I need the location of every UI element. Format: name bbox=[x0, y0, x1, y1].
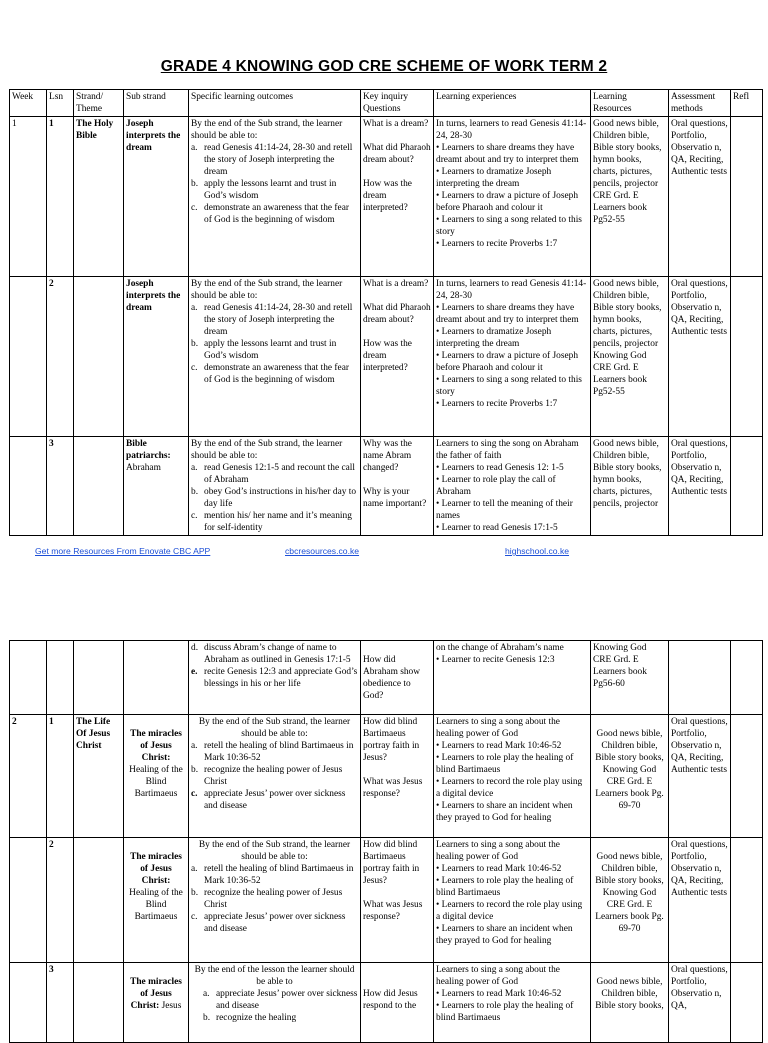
outcome-item: c. mention his/ her name and it’s meaning for self-identity bbox=[191, 511, 352, 533]
lesson-cell: 1 bbox=[47, 715, 74, 838]
outcome-item: a. read Genesis 41:14-24, 28-30 and retell the story of Joseph interpreting the dream bbox=[191, 303, 353, 337]
question: What is a dream? bbox=[363, 279, 429, 289]
resources-cell: Good news bible, Children bible, Bible story books, hymn books, charts, pictures, pencils, projector CRE Grd. E Learners book Pg52-55 bbox=[591, 117, 669, 277]
question: How did Abraham show obedience to God? bbox=[363, 655, 421, 701]
table-row bbox=[10, 838, 763, 963]
week-cell bbox=[10, 963, 47, 1043]
table-row-continuation bbox=[10, 641, 763, 715]
header-questions: Key inquiry Questions bbox=[361, 90, 434, 117]
resources-cell: Good news bible, Children bible, Bible story books, bbox=[591, 963, 669, 1043]
lesson-cell: 3 bbox=[47, 437, 74, 536]
sub-strand-title: The miracles of Jesus Christ: bbox=[130, 729, 182, 763]
experience-item: • Learners to role play the healing of blind Bartimaeus bbox=[436, 876, 574, 898]
experiences-cell bbox=[434, 838, 591, 963]
table-row bbox=[10, 437, 763, 536]
reflection-cell bbox=[731, 437, 763, 536]
experience-item: • Learners to draw a picture of Joseph before Pharaoh and colour it bbox=[436, 351, 579, 373]
enovate-app-link[interactable]: Get more Resources From Enovate CBC APP bbox=[35, 546, 211, 556]
assessment-cell: Oral questions, Portfolio, Observatio n, QA, bbox=[669, 963, 731, 1043]
outcome-item: a. appreciate Jesus’ power over sickness and disease bbox=[203, 989, 358, 1011]
table-row bbox=[10, 277, 763, 437]
reflection-cell bbox=[731, 117, 763, 277]
outcome-item: c. appreciate Jesus’ power over sickness and disease bbox=[191, 789, 346, 811]
sub-strand-title: The miracles of Jesus Christ: bbox=[130, 852, 182, 886]
sub-strand-detail: Healing of the Blind Bartimaeus bbox=[129, 888, 183, 922]
experience-item: In turns, learners to read Genesis 41:14-24, 28-30 bbox=[436, 279, 587, 301]
sub-strand-detail: Healing of the Blind Bartimaeus bbox=[129, 765, 183, 799]
outcomes-cell bbox=[189, 277, 361, 437]
experience-item: • Learners to share an incident when they prayed to God for healing bbox=[436, 924, 573, 946]
questions-cell bbox=[361, 437, 434, 536]
header-assessment: Assessment methods bbox=[669, 90, 731, 117]
experience-item: • Learner to recite Genesis 12:3 bbox=[436, 655, 555, 665]
header-lsn: Lsn bbox=[47, 90, 74, 117]
outcome-item: b. recognize the healing bbox=[203, 1013, 297, 1023]
experience-item: • Learner to read Genesis 17:1-5 bbox=[436, 523, 558, 533]
resources-cell: Good news bible, Children bible, Bible story books, hymn books, charts, pictures, pencils, projector Knowing God CRE Grd. E Learners book Pg52-55 bbox=[591, 277, 669, 437]
outcome-item: c. appreciate Jesus’ power over sickness and disease bbox=[191, 912, 346, 934]
outcome-item: d. discuss Abram’s change of name to Abraham as outlined in Genesis 17:1-5 bbox=[191, 643, 351, 665]
assessment-cell: Oral questions, Portfolio, Observatio n, QA, Reciting, Authentic tests bbox=[669, 117, 731, 277]
strand-cell bbox=[74, 277, 124, 437]
strand-cell: The Holy Bible bbox=[74, 117, 124, 277]
experiences-cell bbox=[434, 641, 591, 715]
assessment-cell: Oral questions, Portfolio, Observatio n, QA, Reciting, Authentic tests bbox=[669, 838, 731, 963]
sub-strand-title: Bible patriarchs: bbox=[126, 439, 171, 461]
experience-item: • Learners to sing a song related to this story bbox=[436, 375, 582, 397]
header-reflection: Refl bbox=[731, 90, 763, 117]
table-row bbox=[10, 715, 763, 838]
outcomes-intro: By the end of the Sub strand, the learner should be able to: bbox=[198, 717, 351, 739]
week-cell: 2 bbox=[10, 715, 47, 838]
reflection-cell bbox=[731, 715, 763, 838]
strand-cell: The Life Of Jesus Christ bbox=[74, 715, 124, 838]
experience-item: • Learner to role play the call of Abraham bbox=[436, 475, 556, 497]
experience-item: • Learners to role play the healing of blind Bartimaeus bbox=[436, 753, 574, 775]
experience-item: • Learners to read Mark 10:46-52 bbox=[436, 989, 562, 999]
experiences-cell bbox=[434, 117, 591, 277]
experience-item: Learners to sing a song about the healing power of God bbox=[436, 840, 560, 862]
outcome-item: b. recognize the healing power of Jesus Christ bbox=[191, 765, 343, 787]
sub-strand-cell bbox=[124, 437, 189, 536]
question: Why is your name important? bbox=[363, 487, 427, 509]
header-experiences: Learning experiences bbox=[434, 90, 591, 117]
assessment-cell: Oral questions, Portfolio, Observatio n, QA, Reciting, Authentic tests bbox=[669, 437, 731, 536]
outcomes-intro: By the end of the Sub strand, the learner should be able to: bbox=[191, 439, 343, 461]
week-cell bbox=[10, 838, 47, 963]
outcomes-intro: By the end of the Sub strand, the learner should be able to: bbox=[191, 119, 343, 141]
experience-item: • Learners to share dreams they have dreamt about and try to interpret them bbox=[436, 143, 579, 165]
resources-cell: Knowing God CRE Grd. E Learners book Pg56-60 bbox=[591, 641, 669, 715]
experiences-cell bbox=[434, 277, 591, 437]
reflection-cell bbox=[731, 838, 763, 963]
assessment-cell: Oral questions, Portfolio, Observatio n, QA, Reciting, Authentic tests bbox=[669, 715, 731, 838]
outcomes-list bbox=[191, 642, 358, 690]
header-week: Week bbox=[10, 90, 47, 117]
page-title: GRADE 4 KNOWING GOD CRE SCHEME OF WORK TERM 2 bbox=[160, 58, 608, 75]
highschool-link[interactable]: highschool.co.ke bbox=[505, 546, 570, 556]
scheme-table-page2 bbox=[9, 640, 763, 1043]
sub-strand-cell bbox=[124, 963, 189, 1043]
resources-cell: Good news bible, Children bible, Bible story books, Knowing God CRE Grd. E Learners book Pg. 69-70 bbox=[591, 715, 669, 838]
question: How was the dream interpreted? bbox=[363, 339, 412, 373]
questions-cell bbox=[361, 641, 434, 715]
outcome-item: e. recite Genesis 12:3 and appreciate God’s blessings in his or her life bbox=[191, 667, 358, 689]
question: What was Jesus response? bbox=[363, 900, 423, 922]
outcomes-cell bbox=[189, 641, 361, 715]
outcomes-list bbox=[191, 740, 358, 812]
experience-item: • Learners to read Mark 10:46-52 bbox=[436, 864, 562, 874]
experience-item: • Learners to read Genesis 12: 1-5 bbox=[436, 463, 564, 473]
question: How did blind Bartimaeus portray faith in Jesus? bbox=[363, 840, 420, 886]
outcomes-list bbox=[191, 462, 358, 534]
experience-item: • Learners to recite Proverbs 1:7 bbox=[436, 239, 558, 249]
questions-cell bbox=[361, 715, 434, 838]
outcomes-list bbox=[191, 302, 358, 386]
week-cell: 1 bbox=[10, 117, 47, 277]
outcomes-intro: By the end of the Sub strand, the learner should be able to: bbox=[198, 840, 351, 862]
question: How was the dream interpreted? bbox=[363, 179, 412, 213]
experience-item: • Learner to tell the meaning of their names bbox=[436, 499, 573, 521]
experience-item: • Learners to share an incident when they prayed to God for healing bbox=[436, 801, 573, 823]
outcome-item: a. read Genesis 41:14-24, 28-30 and retell the story of Joseph interpreting the dream bbox=[191, 143, 353, 177]
experience-item: • Learners to record the role play using a digital device bbox=[436, 777, 583, 799]
header-outcomes: Specific learning outcomes bbox=[189, 90, 361, 117]
week-cell bbox=[10, 277, 47, 437]
outcome-item: b. obey God’s instructions in his/her day to day life bbox=[191, 487, 357, 509]
cbcresources-link[interactable]: cbcresources.co.ke bbox=[285, 546, 360, 556]
question: What was Jesus response? bbox=[363, 777, 423, 799]
experience-item: • Learners to recite Proverbs 1:7 bbox=[436, 399, 558, 409]
header-strand: Strand/ Theme bbox=[74, 90, 124, 117]
experience-item: Learners to sing a song about the healing power of God bbox=[436, 965, 560, 987]
outcome-item: a. retell the healing of blind Bartimaeus in Mark 10:36-52 bbox=[191, 864, 354, 886]
question: Why was the name Abram changed? bbox=[363, 439, 412, 473]
experiences-cell bbox=[434, 437, 591, 536]
strand-cell bbox=[74, 838, 124, 963]
question: What is a dream? bbox=[363, 119, 429, 129]
strand-cell bbox=[74, 963, 124, 1043]
experiences-cell bbox=[434, 963, 591, 1043]
scheme-table-page1 bbox=[9, 89, 763, 536]
sub-strand-cell bbox=[124, 277, 189, 437]
outcome-item: a. retell the healing of blind Bartimaeus in Mark 10:36-52 bbox=[191, 741, 354, 763]
outcomes-cell bbox=[189, 963, 361, 1043]
outcomes-intro: By the end of the Sub strand, the learner should be able to: bbox=[191, 279, 343, 301]
outcomes-list bbox=[191, 988, 358, 1024]
lesson-cell: 1 bbox=[47, 117, 74, 277]
question: What did Pharaoh dream about? bbox=[363, 303, 431, 325]
experience-item: • Learners to dramatize Joseph interpreting the dream bbox=[436, 167, 552, 189]
experience-item: • Learners to read Mark 10:46-52 bbox=[436, 741, 562, 751]
sub-strand-title: Joseph interprets the dream bbox=[126, 279, 181, 313]
lesson-cell: 2 bbox=[47, 838, 74, 963]
outcomes-intro: By the end of the lesson the learner should be able to bbox=[194, 965, 355, 987]
question: What did Pharaoh dream about? bbox=[363, 143, 431, 165]
lesson-cell: 3 bbox=[47, 963, 74, 1043]
experience-item: Learners to sing a song about the healing power of God bbox=[436, 717, 560, 739]
outcomes-cell bbox=[189, 117, 361, 277]
sub-strand-cell bbox=[124, 838, 189, 963]
outcome-item: b. apply the lessons learnt and trust in God’s wisdom bbox=[191, 179, 337, 201]
sub-strand-detail: Abraham bbox=[126, 463, 161, 473]
header-resources: Learning Resources bbox=[591, 90, 669, 117]
questions-cell bbox=[361, 963, 434, 1043]
outcome-item: a. read Genesis 12:1-5 and recount the call of Abraham bbox=[191, 463, 355, 485]
table-row bbox=[10, 117, 763, 277]
experience-item: • Learners to dramatize Joseph interpreting the dream bbox=[436, 327, 552, 349]
experience-item: • Learners to share dreams they have dreamt about and try to interpret them bbox=[436, 303, 579, 325]
week-cell bbox=[10, 437, 47, 536]
sub-strand-cell bbox=[124, 117, 189, 277]
experience-item: • Learners to record the role play using a digital device bbox=[436, 900, 583, 922]
experience-item: • Learners to sing a song related to this story bbox=[436, 215, 582, 237]
resources-cell: Good news bible, Children bible, Bible story books, Knowing God CRE Grd. E Learners book Pg. 69-70 bbox=[591, 838, 669, 963]
experience-item: • Learners to role play the healing of blind Bartimaeus bbox=[436, 1001, 574, 1023]
experiences-cell bbox=[434, 715, 591, 838]
experience-item: In turns, learners to read Genesis 41:14-24, 28-30 bbox=[436, 119, 587, 141]
lesson-cell: 2 bbox=[47, 277, 74, 437]
resources-cell: Good news bible, Children bible, Bible story books, hymn books, charts, pictures, pencils, projector bbox=[591, 437, 669, 536]
outcome-item: b. apply the lessons learnt and trust in God’s wisdom bbox=[191, 339, 337, 361]
questions-cell bbox=[361, 277, 434, 437]
outcome-item: c. demonstrate an awareness that the fear of God is the beginning of wisdom bbox=[191, 363, 349, 385]
questions-cell bbox=[361, 838, 434, 963]
outcome-item: b. recognize the healing power of Jesus Christ bbox=[191, 888, 343, 910]
sub-strand-detail: Jesus bbox=[161, 1001, 182, 1011]
table-row bbox=[10, 963, 763, 1043]
outcomes-cell bbox=[189, 715, 361, 838]
outcome-item: c. demonstrate an awareness that the fear of God is the beginning of wisdom bbox=[191, 203, 349, 225]
question: How did Jesus respond to the bbox=[363, 989, 418, 1011]
header-row bbox=[10, 90, 763, 117]
strand-cell bbox=[74, 437, 124, 536]
experience-item: Learners to sing the song on Abraham the father of faith bbox=[436, 439, 579, 461]
outcomes-list bbox=[191, 142, 358, 226]
reflection-cell bbox=[731, 277, 763, 437]
reflection-cell bbox=[731, 963, 763, 1043]
sub-strand-title: The miracles of Jesus Christ: Jesus bbox=[130, 977, 182, 1011]
sub-strand-cell bbox=[124, 715, 189, 838]
question: How did blind Bartimaeus portray faith in Jesus? bbox=[363, 717, 420, 763]
sub-strand-title: Joseph interprets the dream bbox=[126, 119, 181, 153]
assessment-cell: Oral questions, Portfolio, Observatio n, QA, Reciting, Authentic tests bbox=[669, 277, 731, 437]
header-sub-strand: Sub strand bbox=[124, 90, 189, 117]
outcomes-cell bbox=[189, 838, 361, 963]
outcomes-list bbox=[191, 863, 358, 935]
questions-cell bbox=[361, 117, 434, 277]
experience-item: • Learners to draw a picture of Joseph before Pharaoh and colour it bbox=[436, 191, 579, 213]
outcomes-cell bbox=[189, 437, 361, 536]
experience-item: on the change of Abraham’s name bbox=[436, 643, 564, 653]
